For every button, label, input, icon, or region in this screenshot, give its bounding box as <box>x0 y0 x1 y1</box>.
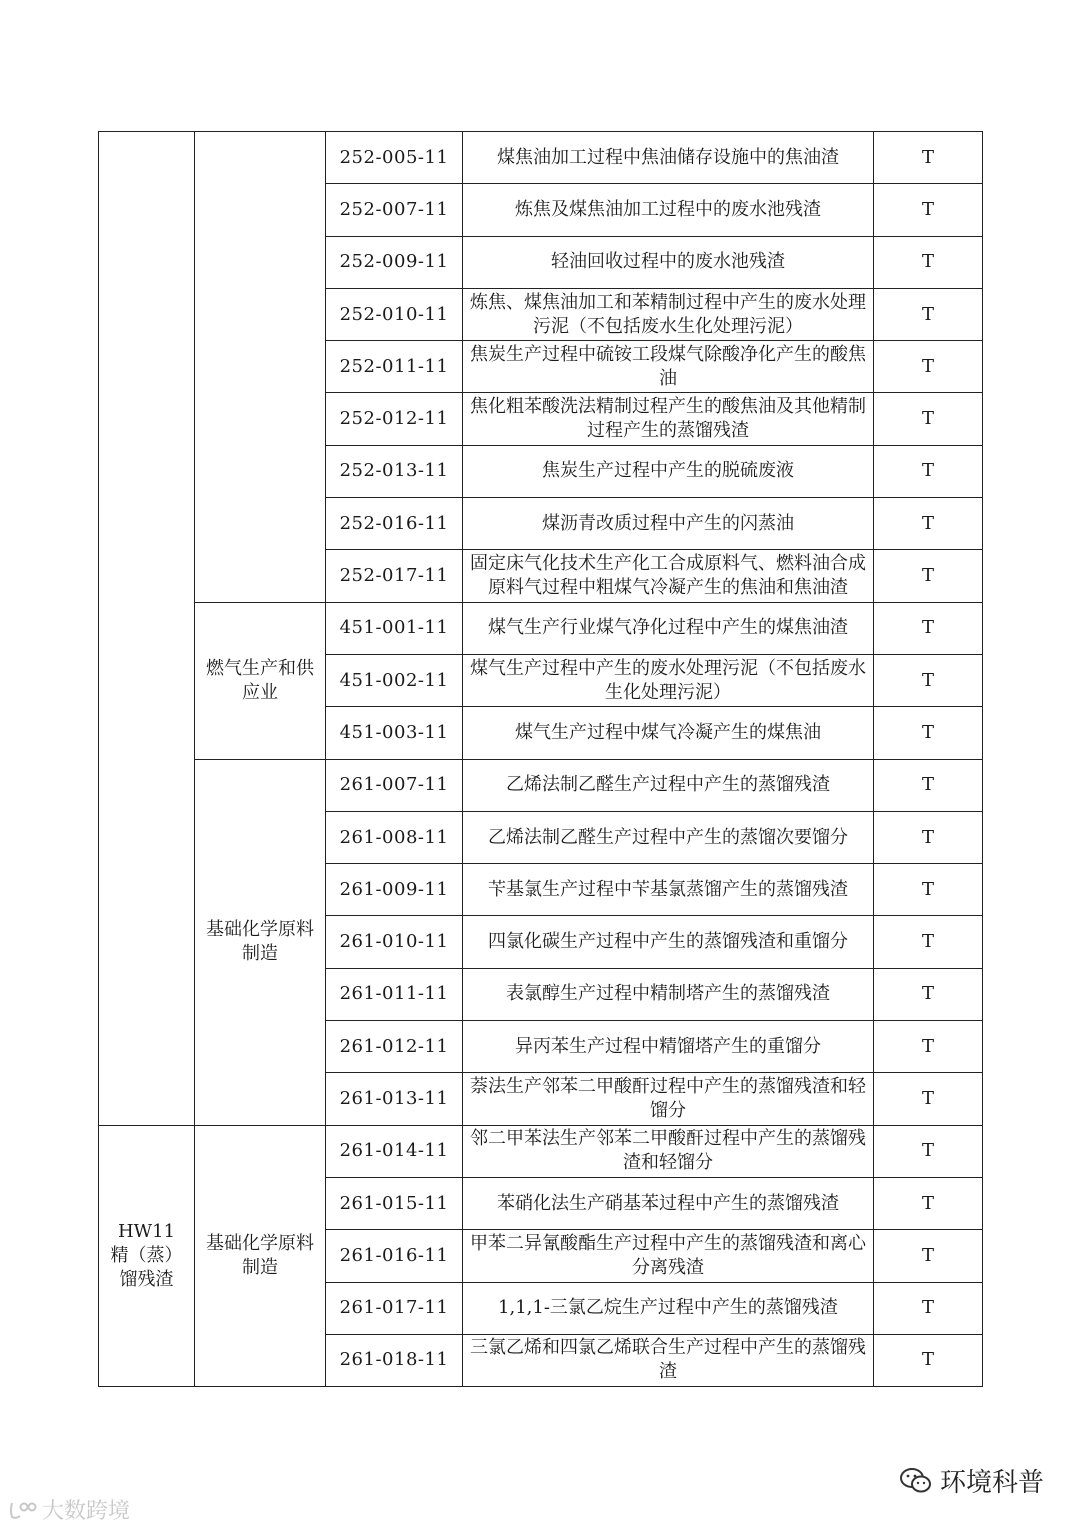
hazard-characteristic: T <box>874 288 983 340</box>
waste-code: 252-007-11 <box>326 184 463 236</box>
waste-code: 261-014-11 <box>326 1125 463 1177</box>
waste-description: 炼焦及煤焦油加工过程中的废水池残渣 <box>463 184 874 236</box>
waste-code: 252-013-11 <box>326 445 463 497</box>
waste-description: 异丙苯生产过程中精馏塔产生的重馏分 <box>463 1021 874 1073</box>
hazard-characteristic: T <box>874 1177 983 1229</box>
waste-code: 451-002-11 <box>326 654 463 706</box>
watermark-left-text: 大数跨境 <box>42 1499 131 1524</box>
waste-description: 乙烯法制乙醛生产过程中产生的蒸馏次要馏分 <box>463 811 874 863</box>
waste-description: 萘法生产邻苯二甲酸酐过程中产生的蒸馏残渣和轻馏分 <box>463 1073 874 1125</box>
waste-description: 轻油回收过程中的废水池残渣 <box>463 236 874 288</box>
hazard-characteristic: T <box>874 654 983 706</box>
category-code: HW11 <box>117 1220 176 1242</box>
hazard-characteristic: T <box>874 707 983 759</box>
hazard-characteristic: T <box>874 916 983 968</box>
waste-code: 252-011-11 <box>326 341 463 393</box>
waste-description: 煤气生产过程中产生的废水处理污泥（不包括废水生化处理污泥） <box>463 654 874 706</box>
category-name: 精（蒸）馏残渣 <box>110 1244 183 1290</box>
waste-code: 261-010-11 <box>326 916 463 968</box>
waste-description: 焦化粗苯酸洗法精制过程产生的酸焦油及其他精制过程产生的蒸馏残渣 <box>463 393 874 445</box>
category-cell <box>99 1125 195 1386</box>
table-row <box>99 1125 983 1177</box>
waste-code: 252-005-11 <box>326 132 463 184</box>
hazard-characteristic: T <box>874 1334 983 1386</box>
hazard-characteristic: T <box>874 236 983 288</box>
hazard-characteristic: T <box>874 759 983 811</box>
watermark-left <box>8 1494 130 1525</box>
table-row <box>99 759 983 811</box>
hazard-characteristic: T <box>874 811 983 863</box>
hazard-characteristic: T <box>874 341 983 393</box>
hazard-characteristic: T <box>874 1230 983 1282</box>
waste-description: 1,1,1-三氯乙烷生产过程中产生的蒸馏残渣 <box>463 1282 874 1334</box>
hazard-characteristic: T <box>874 602 983 654</box>
waste-description: 三氯乙烯和四氯乙烯联合生产过程中产生的蒸馏残渣 <box>463 1334 874 1386</box>
waste-code: 261-011-11 <box>326 968 463 1020</box>
waste-code: 261-013-11 <box>326 1073 463 1125</box>
hazard-characteristic: T <box>874 1282 983 1334</box>
hazard-characteristic: T <box>874 184 983 236</box>
waste-description: 苄基氯生产过程中苄基氯蒸馏产生的蒸馏残渣 <box>463 864 874 916</box>
hazardous-waste-table <box>98 131 983 1387</box>
waste-code: 252-012-11 <box>326 393 463 445</box>
waste-description: 四氯化碳生产过程中产生的蒸馏残渣和重馏分 <box>463 916 874 968</box>
waste-code: 252-016-11 <box>326 498 463 550</box>
waste-description: 表氯醇生产过程中精制塔产生的蒸馏残渣 <box>463 968 874 1020</box>
industry-cell: 基础化学原料制造 <box>195 1125 326 1386</box>
waste-description: 邻二甲苯法生产邻苯二甲酸酐过程中产生的蒸馏残渣和轻馏分 <box>463 1125 874 1177</box>
waste-description: 乙烯法制乙醛生产过程中产生的蒸馏残渣 <box>463 759 874 811</box>
waste-code: 252-010-11 <box>326 288 463 340</box>
industry-cell: 基础化学原料制造 <box>195 759 326 1125</box>
waste-code: 451-003-11 <box>326 707 463 759</box>
hazard-characteristic: T <box>874 968 983 1020</box>
waste-description: 焦炭生产过程中硫铵工段煤气除酸净化产生的酸焦油 <box>463 341 874 393</box>
hazard-characteristic: T <box>874 1021 983 1073</box>
waste-description: 甲苯二异氰酸酯生产过程中产生的蒸馏残渣和离心分离残渣 <box>463 1230 874 1282</box>
waste-code: 261-016-11 <box>326 1230 463 1282</box>
industry-cell: 燃气生产和供应业 <box>195 602 326 759</box>
wechat-icon <box>898 1466 934 1496</box>
waste-code: 252-009-11 <box>326 236 463 288</box>
table-row <box>99 602 983 654</box>
waste-code: 261-007-11 <box>326 759 463 811</box>
hazard-characteristic: T <box>874 498 983 550</box>
waste-description: 固定床气化技术生产化工合成原料气、燃料油合成原料气过程中粗煤气冷凝产生的焦油和焦油渣 <box>463 550 874 602</box>
category-cell-blank <box>99 132 195 1126</box>
hazard-characteristic: T <box>874 445 983 497</box>
waste-code: 261-012-11 <box>326 1021 463 1073</box>
watermark-right <box>898 1462 1044 1499</box>
waste-code: 261-009-11 <box>326 864 463 916</box>
waste-description: 焦炭生产过程中产生的脱硫废液 <box>463 445 874 497</box>
table-row <box>99 132 983 184</box>
waste-code: 261-017-11 <box>326 1282 463 1334</box>
hazard-characteristic: T <box>874 864 983 916</box>
hazard-characteristic: T <box>874 393 983 445</box>
waste-code: 261-018-11 <box>326 1334 463 1386</box>
cross-border-logo-icon <box>8 1499 38 1521</box>
waste-description: 煤气生产过程中煤气冷凝产生的煤焦油 <box>463 707 874 759</box>
waste-description: 煤气生产行业煤气净化过程中产生的煤焦油渣 <box>463 602 874 654</box>
hazard-characteristic: T <box>874 550 983 602</box>
waste-description: 苯硝化法生产硝基苯过程中产生的蒸馏残渣 <box>463 1177 874 1229</box>
industry-cell-blank <box>195 132 326 603</box>
hazard-characteristic: T <box>874 1073 983 1125</box>
waste-description: 煤沥青改质过程中产生的闪蒸油 <box>463 498 874 550</box>
hazard-characteristic: T <box>874 132 983 184</box>
watermark-right-text: 环境科普 <box>940 1468 1045 1498</box>
waste-code: 252-017-11 <box>326 550 463 602</box>
waste-code: 261-015-11 <box>326 1177 463 1229</box>
waste-description: 炼焦、煤焦油加工和苯精制过程中产生的废水处理污泥（不包括废水生化处理污泥） <box>463 288 874 340</box>
waste-description: 煤焦油加工过程中焦油储存设施中的焦油渣 <box>463 132 874 184</box>
hazard-characteristic: T <box>874 1125 983 1177</box>
waste-code: 261-008-11 <box>326 811 463 863</box>
waste-code: 451-001-11 <box>326 602 463 654</box>
